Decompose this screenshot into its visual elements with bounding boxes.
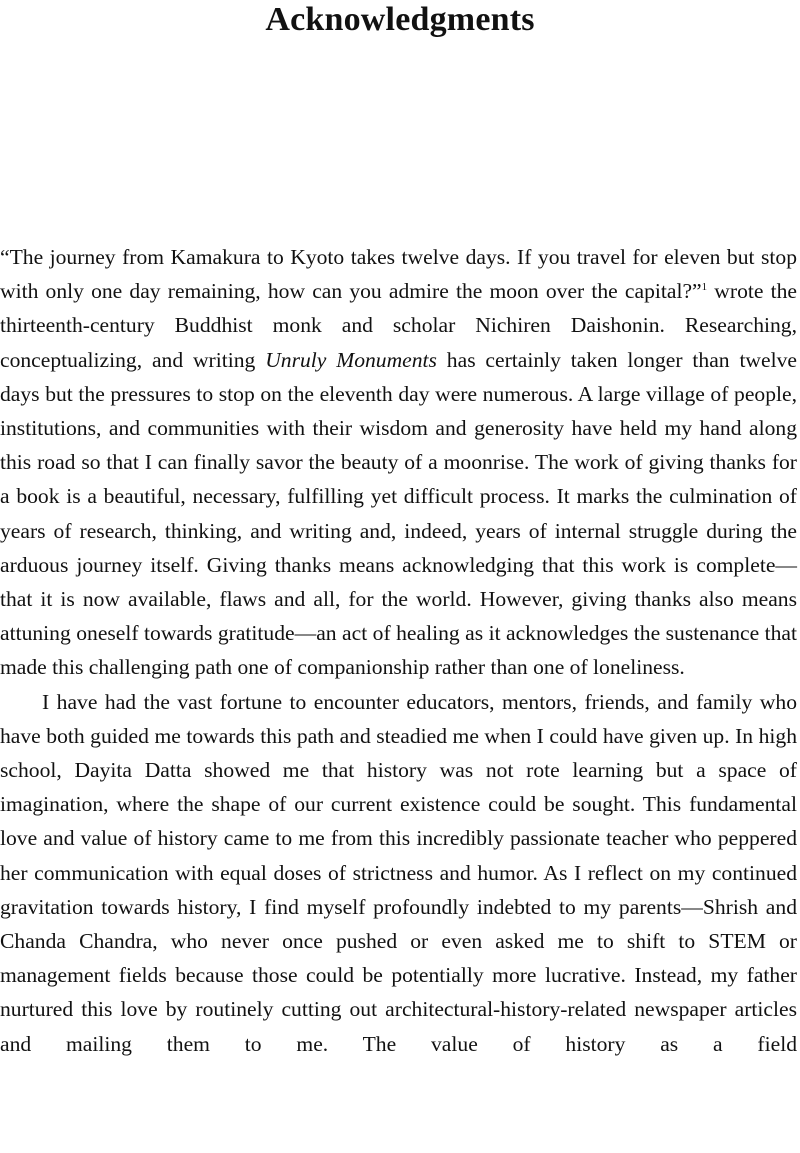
- paragraph-1-text-b: has certainly taken longer than twelve days but the pressures to stop on the eleventh day were numerous. A large village of people, institutions, and communities with their wisdom and generosity have held my hand along this road so that I can finally savor the beauty of a moonrise. The work of giving thanks for a book is a beautiful, necessary, fulfilling yet difficult process. It marks the culmination of years of research, thinking, and writing and, indeed, years of internal struggle during the arduous journey itself. Giving thanks means acknowledging that this work is complete—that it is now available, flaws and all, for the world. However, giving thanks also means attuning oneself towards gratitude—an act of healing as it acknowledges the sustenance that made this challenging path one of companionship rather than one of loneliness.: [0, 347, 797, 680]
- body-text: [0, 240, 797, 1061]
- paragraph-1: [0, 240, 797, 685]
- book-title: Unruly Monuments: [265, 347, 437, 372]
- chapter-heading: Acknowledgments: [265, 1, 535, 38]
- paragraph-2: I have had the vast fortune to encounter educators, mentors, friends, and family who have both guided me towards this path and steadied me when I could have given up. In high school, Dayita Datta showed me that history was not rote learning but a space of imagination, where the shape of our current existence could be sought. This fundamental love and value of history came to me from this incredibly passionate teacher who peppered her communication with equal doses of strictness and humor. As I reflect on my continued gravitation towards history, I find myself profoundly indebted to my parents—Shrish and Chanda Chandra, who never once pushed or even asked me to shift to STEM or management fields because those could be potentially more lucrative. Instead, my father nurtured this love by routinely cutting out architectural-history-related newspaper articles and mailing them to me. The value of history as a field: [0, 689, 797, 1056]
- footnote-marker: 1: [701, 281, 708, 294]
- opening-quote-text: “The journey from Kamakura to Kyoto takes twelve days. If you travel for eleven but stop with only one day remaining, how can you admire the moon over the capital?”: [0, 245, 797, 304]
- paragraph-1-text-a: wrote the thirteenth-century Buddhist monk and scholar Nichiren Daishonin. Researching, conceptualizing, and writing: [0, 279, 797, 372]
